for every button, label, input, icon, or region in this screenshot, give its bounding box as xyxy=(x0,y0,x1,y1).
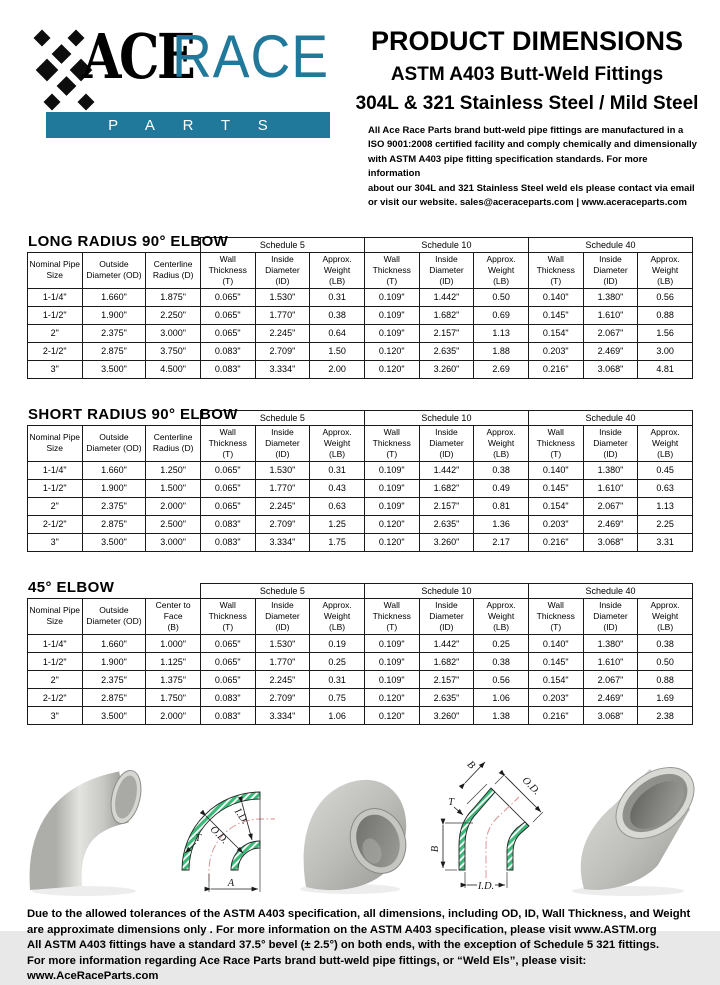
table-cell: 0.203" xyxy=(528,689,583,707)
table-cell: 1.530" xyxy=(255,635,310,653)
table-cell: 2.469" xyxy=(583,515,638,533)
table-row xyxy=(28,497,693,515)
table-cell: 2.245" xyxy=(255,497,310,515)
table-cell: 3" xyxy=(28,360,83,378)
column-header: Outside Diameter (OD) xyxy=(82,598,146,634)
section-long-radius-elbow xyxy=(27,232,693,379)
column-header: Center to Face (B) xyxy=(146,598,201,634)
table-cell: 1.660" xyxy=(82,288,146,306)
table-cell: 3.260" xyxy=(419,707,474,725)
section-45-elbow xyxy=(27,578,693,725)
table-cell: 0.083" xyxy=(200,689,255,707)
table-cell: 0.64 xyxy=(310,324,365,342)
table-cell: 1.442" xyxy=(419,288,474,306)
table-cell: 1.610" xyxy=(583,653,638,671)
logo-parts-bar xyxy=(46,112,330,138)
schedule-header: Schedule 40 xyxy=(528,237,692,252)
table-cell: 0.145" xyxy=(528,653,583,671)
table-cell: 0.109" xyxy=(364,635,419,653)
table-cell: 0.50 xyxy=(638,653,693,671)
table-cell: 0.083" xyxy=(200,342,255,360)
footer-notes: Due to the allowed tolerances of the ASTM A403 specification, all dimensions, including OD, ID, Wall Thickness, and Weight are approximate dimensions only . For more information on the ASTM A403 specification, please visit www.ASTM.org All ASTM A403 fittings have a standard 37.5° bevel (± 2.5°) on both ends, with the exception of Schedule 5 321 fittings. For more information regarding Ace Race Parts brand butt-weld pipe fittings, or “Weld Els”, please visit: www.AceRaceParts.com xyxy=(27,908,691,983)
table-row xyxy=(28,324,693,342)
table-cell: 1.442" xyxy=(419,635,474,653)
table-cell: 0.120" xyxy=(364,515,419,533)
table-cell: 0.065" xyxy=(200,461,255,479)
table-cell: 2.38 xyxy=(638,707,693,725)
table-row xyxy=(28,479,693,497)
dim-label-od: O.D. xyxy=(207,824,230,847)
table-cell: 2.000" xyxy=(146,707,201,725)
table-cell: 0.63 xyxy=(638,479,693,497)
table-cell: 0.083" xyxy=(200,707,255,725)
column-header: Inside Diameter (ID) xyxy=(255,425,310,461)
tables-area xyxy=(0,232,720,725)
table-cell: 2.709" xyxy=(255,689,310,707)
table-cell: 1-1/2" xyxy=(28,306,83,324)
column-header: Wall Thickness (T) xyxy=(364,252,419,288)
schedule-header: Schedule 10 xyxy=(364,410,528,425)
table-cell: 2.709" xyxy=(255,515,310,533)
table-row xyxy=(28,533,693,551)
table-cell: 1.770" xyxy=(255,479,310,497)
table-cell: 3.00 xyxy=(638,342,693,360)
column-header: Approx. Weight (LB) xyxy=(310,252,365,288)
table-cell: 1.900" xyxy=(82,306,146,324)
table-cell: 0.120" xyxy=(364,360,419,378)
figures-strip xyxy=(0,745,720,897)
table-cell: 1-1/2" xyxy=(28,653,83,671)
table-cell: 1.530" xyxy=(255,288,310,306)
column-header: Centerline Radius (D) xyxy=(146,252,201,288)
logo-ace-text: ACE xyxy=(82,20,194,93)
column-header: Wall Thickness (T) xyxy=(528,252,583,288)
schedule-header: Schedule 40 xyxy=(528,583,692,598)
table-cell: 0.065" xyxy=(200,479,255,497)
table-cell: 4.81 xyxy=(638,360,693,378)
table-cell: 0.25 xyxy=(310,653,365,671)
table-cell: 2.469" xyxy=(583,689,638,707)
table-cell: 1.900" xyxy=(82,653,146,671)
photo-90-elbow-long-radius xyxy=(22,747,160,897)
table-cell: 0.083" xyxy=(200,515,255,533)
table-cell: 3.500" xyxy=(82,707,146,725)
schedule-header: Schedule 5 xyxy=(200,410,364,425)
table-cell: 0.31 xyxy=(310,461,365,479)
column-header: Inside Diameter (ID) xyxy=(255,598,310,634)
table-cell: 3" xyxy=(28,533,83,551)
table-cell: 1.13 xyxy=(638,497,693,515)
dim-label-od: O.D. xyxy=(519,775,542,798)
table-row xyxy=(28,689,693,707)
table-cell: 4.500" xyxy=(146,360,201,378)
table-cell: 0.120" xyxy=(364,533,419,551)
dim-label-t: T xyxy=(448,797,454,809)
table-cell: 2.00 xyxy=(310,360,365,378)
table-cell: 0.203" xyxy=(528,342,583,360)
table-cell: 3.068" xyxy=(583,360,638,378)
column-header: Nominal Pipe Size xyxy=(28,252,83,288)
logo xyxy=(30,20,352,146)
table-cell: 1.06 xyxy=(474,689,529,707)
table-cell: 2-1/2" xyxy=(28,342,83,360)
table-cell: 3.260" xyxy=(419,533,474,551)
section-short-radius-elbow xyxy=(27,405,693,552)
table-cell: 0.38 xyxy=(474,461,529,479)
table-cell: 0.88 xyxy=(638,671,693,689)
table-cell: 1.682" xyxy=(419,306,474,324)
dim-label-a: A xyxy=(227,878,235,890)
table-cell: 3.000" xyxy=(146,324,201,342)
table-cell: 1.50 xyxy=(310,342,365,360)
table-cell: 1.000" xyxy=(146,635,201,653)
table-cell: 0.69 xyxy=(474,306,529,324)
table-cell: 2.067" xyxy=(583,671,638,689)
table-row xyxy=(28,635,693,653)
table-cell: 0.216" xyxy=(528,707,583,725)
page-title: PRODUCT DIMENSIONS xyxy=(370,26,684,56)
table-cell: 0.154" xyxy=(528,497,583,515)
column-header: Wall Thickness (T) xyxy=(200,598,255,634)
table-cell: 0.49 xyxy=(474,479,529,497)
logo-parts-text: PARTS xyxy=(108,116,296,134)
table-cell: 2.375" xyxy=(82,497,146,515)
table-cell: 0.140" xyxy=(528,635,583,653)
photo-45-elbow xyxy=(558,747,698,897)
table-cell: 2.635" xyxy=(419,515,474,533)
table-cell: 1.380" xyxy=(583,635,638,653)
table-cell: 0.065" xyxy=(200,306,255,324)
table-cell: 2.635" xyxy=(419,342,474,360)
table-cell: 0.109" xyxy=(364,653,419,671)
table-cell: 1.770" xyxy=(255,653,310,671)
table-cell: 1.682" xyxy=(419,653,474,671)
table-cell: 0.120" xyxy=(364,689,419,707)
table-row xyxy=(28,342,693,360)
table-cell: 0.109" xyxy=(364,461,419,479)
table-cell: 0.45 xyxy=(638,461,693,479)
table-cell: 1.750" xyxy=(146,689,201,707)
column-header: Inside Diameter (ID) xyxy=(419,425,474,461)
table-cell: 2.157" xyxy=(419,671,474,689)
table-cell: 2.067" xyxy=(583,324,638,342)
table-cell: 1.88 xyxy=(474,342,529,360)
table-cell: 0.154" xyxy=(528,671,583,689)
table-cell: 0.065" xyxy=(200,324,255,342)
table-cell: 0.065" xyxy=(200,288,255,306)
table-cell: 1.442" xyxy=(419,461,474,479)
table-cell: 2.245" xyxy=(255,324,310,342)
table-cell: 0.145" xyxy=(528,306,583,324)
table-cell: 0.203" xyxy=(528,515,583,533)
table-cell: 1.610" xyxy=(583,306,638,324)
table-cell: 0.38 xyxy=(474,653,529,671)
table-cell: 3.334" xyxy=(255,707,310,725)
table-cell: 0.065" xyxy=(200,497,255,515)
table-cell: 2.067" xyxy=(583,497,638,515)
column-header: Wall Thickness (T) xyxy=(200,252,255,288)
table-row xyxy=(28,653,693,671)
table-cell: 2.17 xyxy=(474,533,529,551)
table-cell: 0.31 xyxy=(310,671,365,689)
table-cell: 2.875" xyxy=(82,515,146,533)
photo-90-elbow xyxy=(288,747,416,897)
table-cell: 2.875" xyxy=(82,689,146,707)
table-cell: 3.334" xyxy=(255,533,310,551)
column-header: Inside Diameter (ID) xyxy=(419,252,474,288)
table-cell: 2" xyxy=(28,671,83,689)
table-cell: 2-1/2" xyxy=(28,689,83,707)
diagram-45-elbow xyxy=(421,745,553,897)
column-header: Nominal Pipe Size xyxy=(28,425,83,461)
column-header: Approx. Weight (LB) xyxy=(310,425,365,461)
table-cell: 1.125" xyxy=(146,653,201,671)
dim-label-id: I.D. xyxy=(231,806,251,827)
table-cell: 1.900" xyxy=(82,479,146,497)
table-cell: 1.38 xyxy=(474,707,529,725)
table-cell: 1.660" xyxy=(82,461,146,479)
table-cell: 0.120" xyxy=(364,707,419,725)
header-text-block xyxy=(352,24,702,211)
column-header: Wall Thickness (T) xyxy=(528,598,583,634)
table-row xyxy=(28,515,693,533)
table-cell: 0.065" xyxy=(200,671,255,689)
logo-race-text: RACE xyxy=(172,23,330,90)
table-cell: 2.375" xyxy=(82,671,146,689)
table-cell: 1.375" xyxy=(146,671,201,689)
table-cell: 1.380" xyxy=(583,288,638,306)
column-header: Inside Diameter (ID) xyxy=(583,252,638,288)
schedule-header: Schedule 5 xyxy=(200,237,364,252)
table-cell: 0.88 xyxy=(638,306,693,324)
table-cell: 1.69 xyxy=(638,689,693,707)
table-cell: 0.109" xyxy=(364,671,419,689)
dim-label-b-left: B xyxy=(430,845,441,853)
table-cell: 2.25 xyxy=(638,515,693,533)
table-row xyxy=(28,461,693,479)
table-cell: 1.530" xyxy=(255,461,310,479)
table-cell: 2.250" xyxy=(146,306,201,324)
table-cell: 1-1/4" xyxy=(28,461,83,479)
table-cell: 1.25 xyxy=(310,515,365,533)
subtitle-line2: 304L & 321 Stainless Steel / Mild Steel xyxy=(355,93,699,114)
45-elbow-dimensions-table xyxy=(27,583,693,725)
table-cell: 1.13 xyxy=(474,324,529,342)
table-row xyxy=(28,671,693,689)
column-header: Inside Diameter (ID) xyxy=(583,425,638,461)
table-cell: 0.109" xyxy=(364,288,419,306)
table-cell: 0.31 xyxy=(310,288,365,306)
table-cell: 0.120" xyxy=(364,342,419,360)
table-row xyxy=(28,288,693,306)
column-header: Wall Thickness (T) xyxy=(364,425,419,461)
schedule-header: Schedule 10 xyxy=(364,583,528,598)
table-cell: 1.875" xyxy=(146,288,201,306)
table-cell: 3.000" xyxy=(146,533,201,551)
table-cell: 1.682" xyxy=(419,479,474,497)
table-cell: 2.245" xyxy=(255,671,310,689)
table-cell: 3.334" xyxy=(255,360,310,378)
schedule-header: Schedule 5 xyxy=(200,583,364,598)
table-cell: 2.157" xyxy=(419,497,474,515)
table-cell: 0.56 xyxy=(638,288,693,306)
table-cell: 2.709" xyxy=(255,342,310,360)
table-cell: 0.109" xyxy=(364,497,419,515)
column-header: Approx. Weight (LB) xyxy=(310,598,365,634)
long-radius-dimensions-table xyxy=(27,237,693,379)
column-header: Approx. Weight (LB) xyxy=(474,598,529,634)
table-cell: 2" xyxy=(28,324,83,342)
table-cell: 3.31 xyxy=(638,533,693,551)
schedule-header: Schedule 10 xyxy=(364,237,528,252)
table-cell: 1.06 xyxy=(310,707,365,725)
table-cell: 0.154" xyxy=(528,324,583,342)
column-header: Approx. Weight (LB) xyxy=(638,598,693,634)
table-cell: 0.216" xyxy=(528,533,583,551)
column-header: Approx. Weight (LB) xyxy=(638,425,693,461)
table-title: 45° ELBOW xyxy=(28,578,115,596)
table-cell: 1.500" xyxy=(146,479,201,497)
table-cell: 0.065" xyxy=(200,653,255,671)
table-cell: 3.500" xyxy=(82,533,146,551)
column-header: Inside Diameter (ID) xyxy=(419,598,474,634)
table-cell: 2.375" xyxy=(82,324,146,342)
column-header: Wall Thickness (T) xyxy=(364,598,419,634)
table-cell: 0.81 xyxy=(474,497,529,515)
table-cell: 0.38 xyxy=(310,306,365,324)
table-cell: 0.75 xyxy=(310,689,365,707)
table-cell: 2.635" xyxy=(419,689,474,707)
table-cell: 0.065" xyxy=(200,635,255,653)
header xyxy=(0,0,720,211)
table-cell: 3.068" xyxy=(583,533,638,551)
table-cell: 0.140" xyxy=(528,461,583,479)
table-cell: 1-1/4" xyxy=(28,288,83,306)
column-header: Approx. Weight (LB) xyxy=(474,252,529,288)
subtitle-line1: ASTM A403 Butt-Weld Fittings xyxy=(390,64,664,85)
table-cell: 0.43 xyxy=(310,479,365,497)
table-cell: 0.083" xyxy=(200,360,255,378)
table-row xyxy=(28,360,693,378)
table-cell: 0.145" xyxy=(528,479,583,497)
table-cell: 2" xyxy=(28,497,83,515)
table-cell: 0.109" xyxy=(364,479,419,497)
column-header: Nominal Pipe Size xyxy=(28,598,83,634)
table-cell: 1.36 xyxy=(474,515,529,533)
table-cell: 2-1/2" xyxy=(28,515,83,533)
table-title: SHORT RADIUS 90° ELBOW xyxy=(28,405,238,423)
table-cell: 2.000" xyxy=(146,497,201,515)
table-cell: 2.500" xyxy=(146,515,201,533)
table-cell: 3.260" xyxy=(419,360,474,378)
column-header: Approx. Weight (LB) xyxy=(474,425,529,461)
table-cell: 2.469" xyxy=(583,342,638,360)
dim-label-t: T xyxy=(195,833,201,845)
header-description: All Ace Race Parts brand butt-weld pipe fittings are manufactured in a ISO 9001:2008 certified facility and comply chemically and dimensionally with ASTM A403 pipe fitting specification standards. For more information about our 304L and 321 Stainless Steel weld els please contact via email or visit our website. sales@aceraceparts.com | www.aceraceparts.com xyxy=(368,125,697,209)
table-cell: 1.610" xyxy=(583,479,638,497)
column-header: Inside Diameter (ID) xyxy=(583,598,638,634)
column-header: Centerline Radius (D) xyxy=(146,425,201,461)
dim-label-id: I.D. xyxy=(477,881,495,893)
column-header: Wall Thickness (T) xyxy=(200,425,255,461)
table-cell: 1.770" xyxy=(255,306,310,324)
table-cell: 0.083" xyxy=(200,533,255,551)
table-cell: 1.250" xyxy=(146,461,201,479)
table-cell: 1.660" xyxy=(82,635,146,653)
dim-label-b-top: B xyxy=(464,759,477,772)
column-header: Inside Diameter (ID) xyxy=(255,252,310,288)
table-cell: 3" xyxy=(28,707,83,725)
table-cell: 2.875" xyxy=(82,342,146,360)
table-row xyxy=(28,306,693,324)
short-radius-dimensions-table xyxy=(27,410,693,552)
table-cell: 0.109" xyxy=(364,324,419,342)
table-cell: 2.157" xyxy=(419,324,474,342)
table-cell: 0.56 xyxy=(474,671,529,689)
column-header: Wall Thickness (T) xyxy=(528,425,583,461)
schedule-header: Schedule 40 xyxy=(528,410,692,425)
table-cell: 0.109" xyxy=(364,306,419,324)
diagram-90-elbow xyxy=(165,745,283,897)
table-cell: 1.380" xyxy=(583,461,638,479)
table-cell: 1-1/4" xyxy=(28,635,83,653)
table-cell: 0.38 xyxy=(638,635,693,653)
table-cell: 1.75 xyxy=(310,533,365,551)
table-cell: 0.50 xyxy=(474,288,529,306)
table-title: LONG RADIUS 90° ELBOW xyxy=(28,232,229,250)
table-cell: 0.140" xyxy=(528,288,583,306)
column-header: Outside Diameter (OD) xyxy=(82,252,146,288)
table-cell: 0.216" xyxy=(528,360,583,378)
column-header: Outside Diameter (OD) xyxy=(82,425,146,461)
column-header: Approx. Weight (LB) xyxy=(638,252,693,288)
table-cell: 3.068" xyxy=(583,707,638,725)
table-cell: 0.25 xyxy=(474,635,529,653)
table-cell: 1.56 xyxy=(638,324,693,342)
table-row xyxy=(28,707,693,725)
table-cell: 2.69 xyxy=(474,360,529,378)
table-cell: 3.750" xyxy=(146,342,201,360)
table-cell: 1-1/2" xyxy=(28,479,83,497)
table-cell: 3.500" xyxy=(82,360,146,378)
table-cell: 0.63 xyxy=(310,497,365,515)
table-cell: 0.19 xyxy=(310,635,365,653)
